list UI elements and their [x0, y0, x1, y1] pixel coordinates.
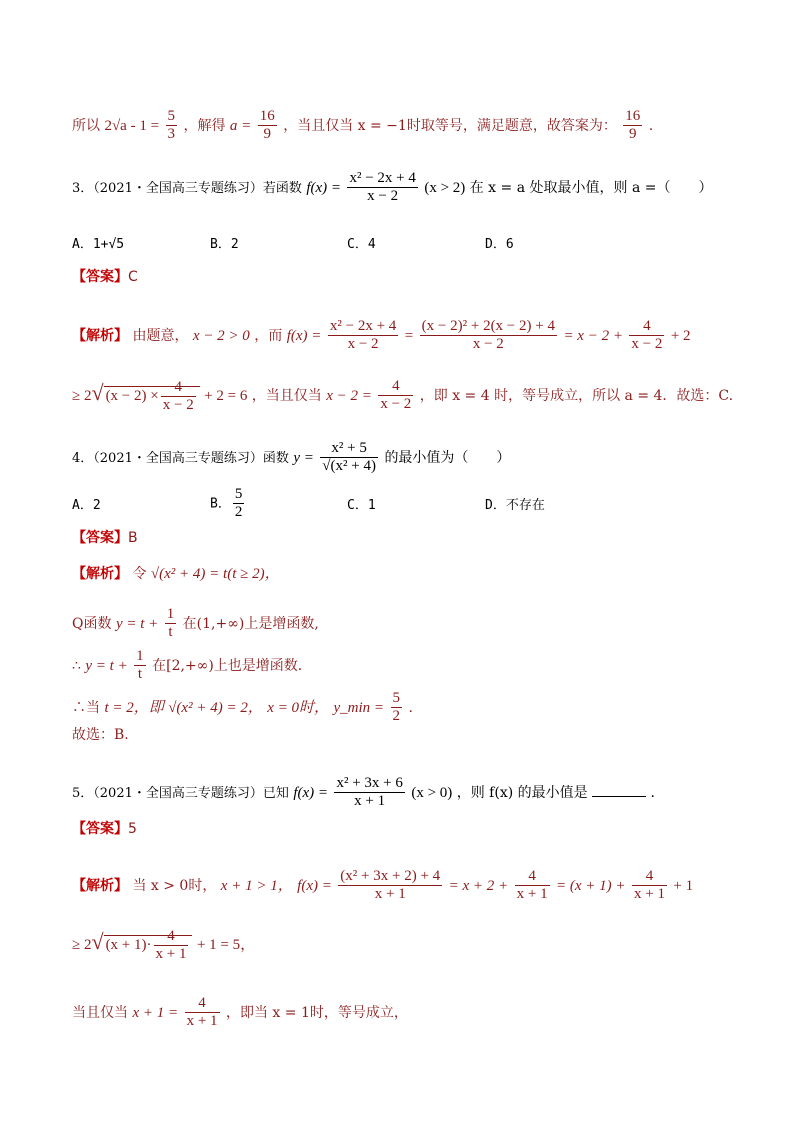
answer-label: 【答案】 — [72, 821, 128, 837]
math: f(x) = — [286, 327, 322, 344]
text: 4．（2021・全国高三专题练习）函数 — [72, 450, 289, 466]
math: + 1 = 5， — [196, 937, 256, 954]
fraction: $\frac{\text{x² + 5}}{\text{√(x² + 4)}}$ — [322, 440, 376, 475]
text: . — [650, 784, 655, 801]
text: 所以 — [72, 117, 100, 134]
text: ，即 x = 4 时，等号成立，所以 a = 4．故选：C. — [419, 387, 734, 404]
math: y_min = — [333, 699, 385, 716]
q5-analysis-line-3 — [72, 995, 408, 1031]
math: x = 0时， — [267, 699, 330, 716]
math: x − 2 > 0 — [192, 327, 250, 344]
q3-analysis-line-2: ≥ 2√ (x − 2) × $\frac{4}{x - 2}$ + 2 = 6 ，当且仅当 x − 2 = $\frac{4}{x - 2}$ ，即 x = 4 时，等号成立，所以 a = 4．故选：C. — [72, 378, 734, 413]
text: ∴ — [72, 657, 81, 674]
fraction: $\frac{4}{x + 1}$ — [186, 995, 218, 1030]
q4-analysis-line-4 — [72, 690, 413, 726]
text: . — [408, 699, 413, 716]
q4-option-a: A．2 — [72, 498, 101, 513]
sqrt: (x − 2) × $\frac{4}{x - 2}$ — [104, 386, 200, 404]
math: y = — [293, 449, 314, 466]
fraction: $\frac{\text{x² − 2x + 4}}{x - 2}$ — [349, 170, 416, 205]
text: 在(1,+∞)上是增函数, — [182, 615, 319, 632]
q4-analysis-line-1 — [72, 567, 280, 582]
math: x + 1 = — [132, 1004, 179, 1021]
question-4-stem — [72, 440, 510, 476]
fraction: $\frac{16}{9}$ — [625, 108, 641, 143]
fraction: $\frac{5}{2}$ — [392, 690, 400, 725]
question-5-stem — [72, 775, 655, 811]
text: Q函数 — [72, 615, 112, 632]
analysis-label: 【解析】 — [72, 566, 128, 582]
math: a = — [229, 117, 252, 134]
q5-analysis-line-1 — [72, 868, 693, 904]
math: √(x² + 4) = t(t ≥ 2)， — [150, 566, 280, 582]
math: x + 1 > 1， — [220, 877, 293, 894]
text: 当 x > 0时， — [132, 877, 217, 894]
math: t = 2，即 — [104, 699, 164, 716]
text: ，解得 — [183, 117, 226, 134]
math: + 2 = 6 — [204, 387, 248, 404]
q4-analysis-line-5: 故选：B. — [72, 727, 129, 743]
line-1 — [72, 108, 653, 144]
text: 在[2,+∞)上也是增函数． — [152, 657, 312, 674]
text: ，而 — [254, 327, 283, 344]
q4-option-c: C．1 — [347, 498, 376, 513]
fraction: $\frac{\text{x² + 3x + 6}}{x + 1}$ — [336, 775, 403, 810]
fraction: $\frac{4}{x + 1}$ — [634, 868, 665, 903]
answer-value: C — [128, 269, 138, 285]
q4-option-d: D．不存在 — [485, 498, 545, 513]
q3-option-c: C．4 — [347, 237, 376, 252]
q4-answer — [72, 531, 138, 545]
answer-label: 【答案】 — [72, 530, 128, 546]
math: x − 2 = — [326, 387, 372, 404]
text: 当且仅当 — [72, 1004, 128, 1021]
text: 在 x = a 处取最小值，则 a =（ ） — [469, 179, 713, 196]
math: 2√a - 1 = — [104, 117, 160, 134]
math: f(x) = — [297, 877, 332, 894]
math: (x > 2) — [424, 179, 466, 196]
text: ∴当 — [72, 699, 100, 716]
fraction: $\frac{\text{x² − 2x + 4}}{x - 2}$ — [329, 318, 397, 353]
q3-option-b: B．2 — [210, 237, 239, 252]
math: y = t + — [115, 615, 159, 632]
answer-value: 5 — [128, 821, 137, 837]
analysis-label: 【解析】 — [72, 327, 128, 344]
math: ≥ 2 — [72, 387, 92, 404]
answer-label: 【答案】 — [72, 269, 128, 285]
q3-option-a: A．1+√5 — [72, 237, 125, 252]
math: f(x) = — [293, 784, 328, 801]
answer-blank — [592, 784, 646, 797]
text: ，则 f(x) 的最小值是 — [456, 784, 588, 801]
fraction: $\frac{4}{x - 2}$ — [631, 318, 663, 353]
text: 3．（2021・全国高三专题练习）若函数 — [72, 180, 302, 196]
text: 令 — [132, 566, 147, 582]
math: = x + 2 + — [448, 877, 509, 894]
math: √(x² + 4) = 2， — [168, 699, 263, 716]
text: 的最小值为（ ） — [384, 449, 511, 466]
analysis-label: 【解析】 — [72, 877, 128, 894]
fraction: $\frac{1}{t}$ — [166, 606, 175, 641]
math: = (x + 1) + — [556, 877, 626, 894]
text: 由题意， — [132, 327, 189, 344]
fraction: $\frac{1}{t}$ — [136, 648, 144, 683]
math: (x > 0) — [411, 784, 453, 801]
math: ≥ 2 — [72, 937, 92, 954]
text: ，当且仅当 — [251, 387, 322, 404]
q4-option-b: B． $\frac{5}{2}$ — [210, 486, 243, 521]
fraction: $\frac{16}{9}$ — [259, 108, 275, 143]
text: ，即当 x = 1时，等号成立， — [225, 1004, 408, 1021]
math: + 1 — [673, 877, 694, 894]
answer-value: B — [128, 530, 138, 546]
fraction: $\frac{\text{(x − 2)² + 2(x − 2) + 4}}{x - 2}$ — [421, 318, 555, 353]
fraction: $\frac{\text{(x² + 3x + 2) + 4}}{x + 1}$ — [340, 868, 441, 903]
fraction: $\frac{4}{x - 2}$ — [380, 378, 412, 413]
q4-analysis-line-2 — [72, 606, 319, 642]
text: . — [648, 117, 654, 134]
math: f(x) = — [306, 179, 341, 196]
fraction: $\frac{4}{x + 1}$ — [516, 868, 548, 903]
text: ，当且仅当 x = −1时取等号，满足题意，故答案为： — [283, 117, 617, 134]
text: 5．（2021・全国高三专题练习）已知 — [72, 785, 289, 801]
math: = x − 2 + — [563, 327, 623, 344]
q3-analysis-line-1 — [72, 318, 691, 354]
q3-answer — [72, 270, 138, 284]
q5-analysis-line-2: ≥ 2√ (x + 1)· $\frac{4}{x + 1}$ + 1 = 5， — [72, 928, 256, 963]
math: = — [404, 327, 414, 344]
q3-option-d: D．6 — [485, 237, 514, 252]
fraction: $\frac{5}{3}$ — [167, 108, 176, 143]
math: y = t + — [85, 657, 128, 674]
q4-analysis-line-3 — [72, 648, 312, 684]
question-3-stem — [72, 170, 713, 206]
sqrt: (x + 1)· $\frac{4}{x + 1}$ — [104, 935, 193, 953]
math: + 2 — [670, 327, 691, 344]
q5-answer — [72, 822, 137, 836]
